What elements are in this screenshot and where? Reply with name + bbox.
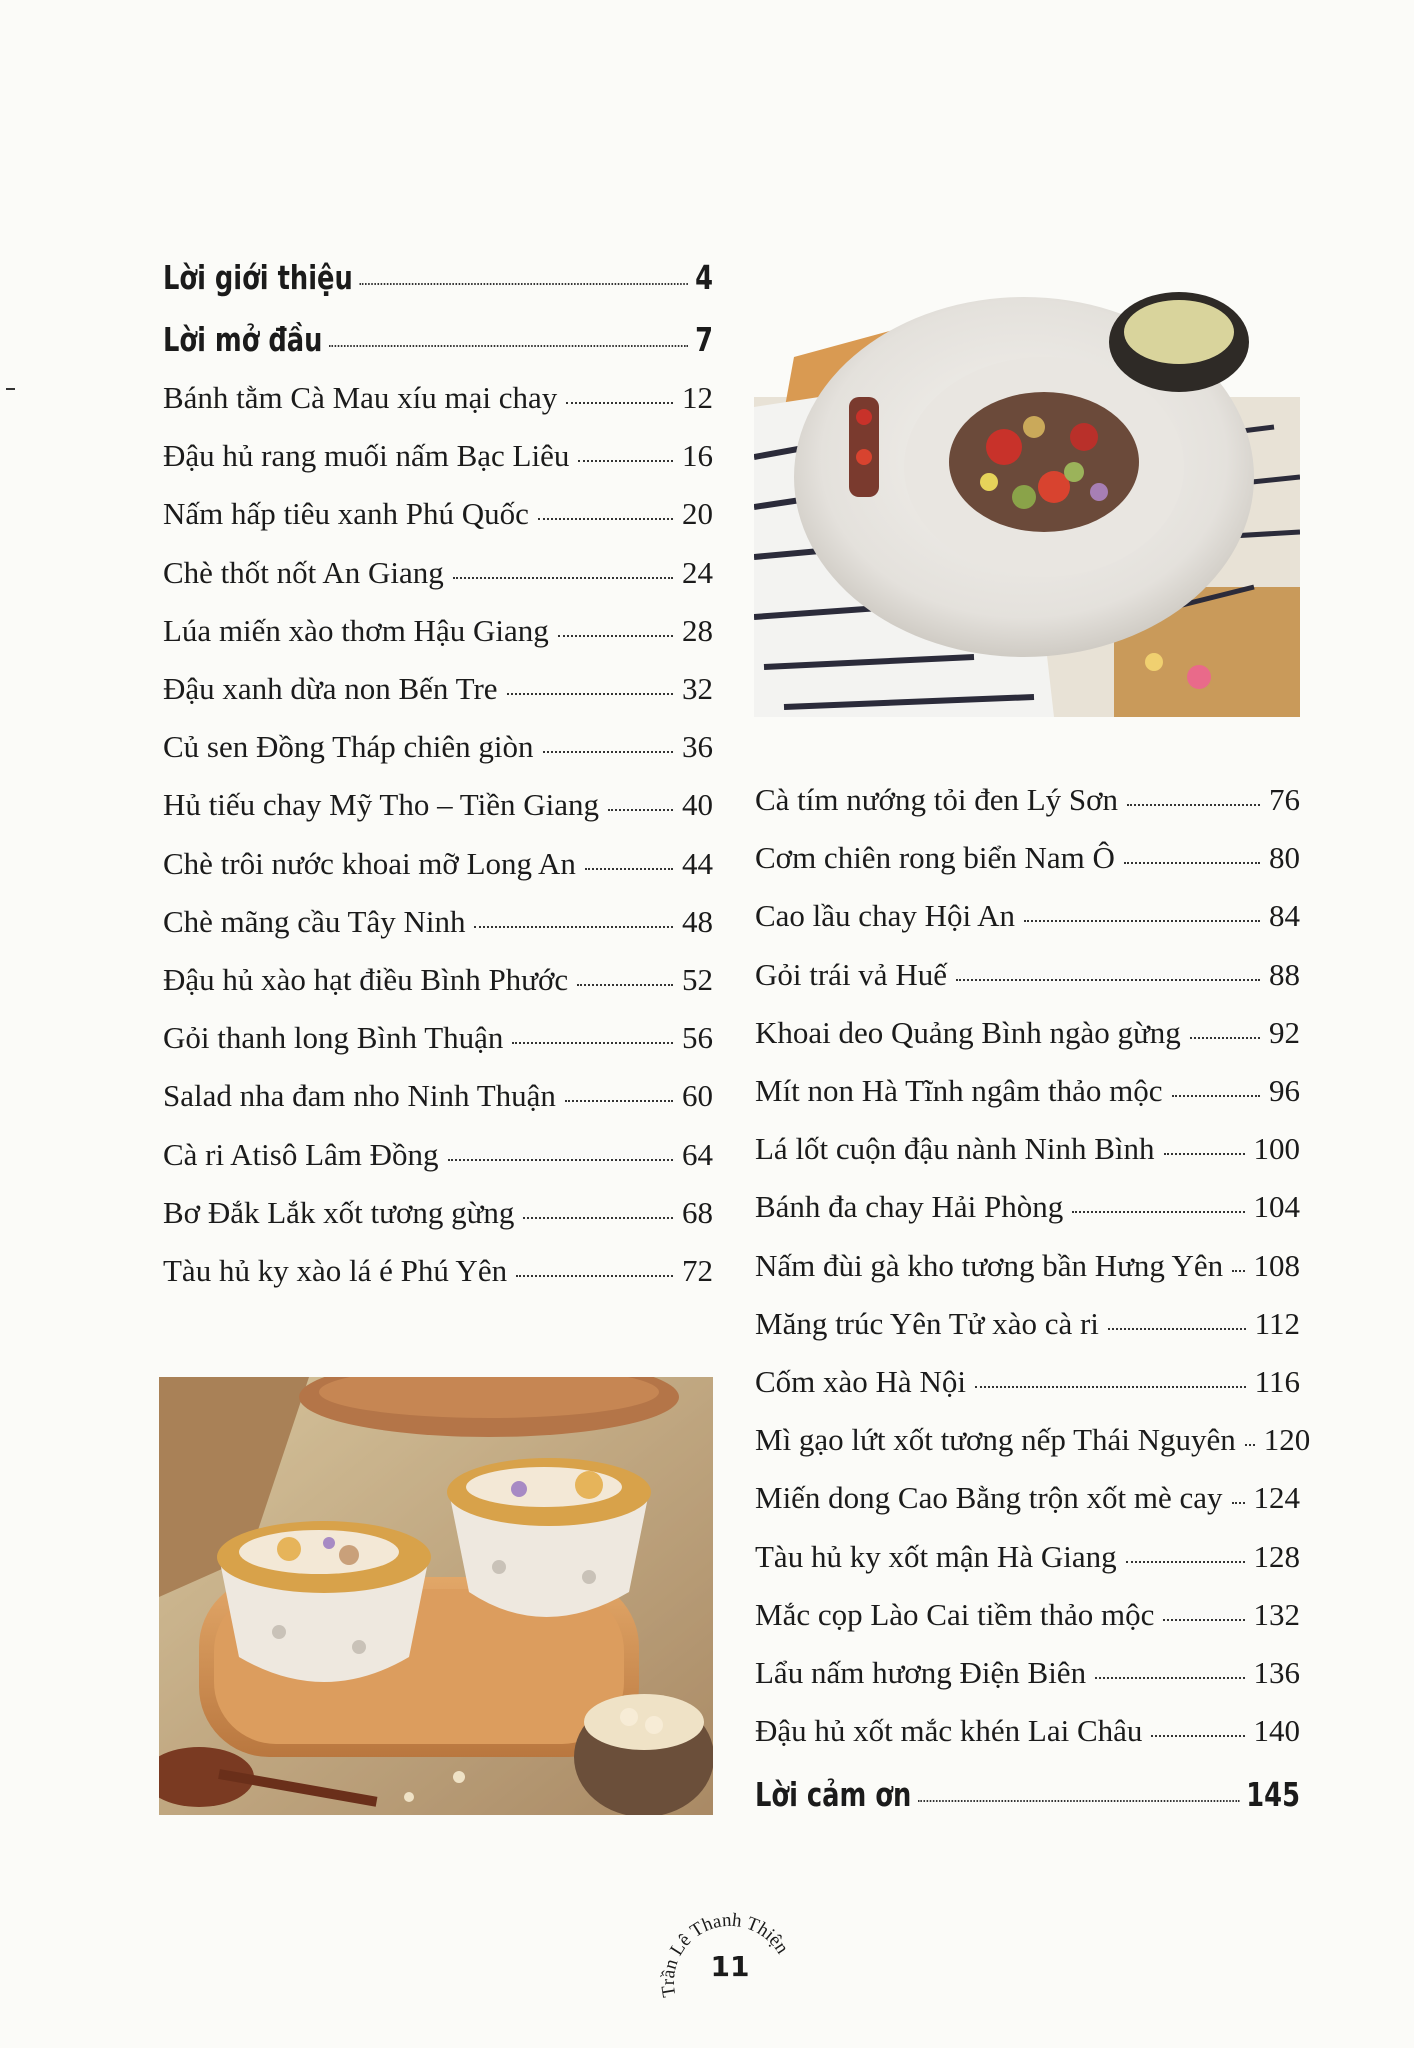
toc-entry <box>163 611 713 651</box>
toc-entry-title: Lẩu nấm hương Điện Biên <box>755 1655 1087 1690</box>
toc-leader-dots <box>1024 920 1260 922</box>
edge-mark <box>6 388 15 390</box>
toc-entry-page: 36 <box>682 729 713 765</box>
toc-entry-title: Bơ Đắk Lắk xốt tương gừng <box>163 1194 515 1230</box>
toc-entry-page: 104 <box>1253 1189 1300 1225</box>
toc-leader-dots <box>975 1386 1246 1388</box>
toc-entry <box>755 1304 1300 1344</box>
toc-entry-page: 92 <box>1269 1014 1300 1050</box>
toc-entry <box>163 1193 713 1233</box>
toc-leader-dots <box>1190 1037 1260 1039</box>
toc-entry-title: Hủ tiếu chay Mỹ Tho – Tiền Giang <box>163 787 599 823</box>
toc-entry-title: Đậu hủ rang muối nấm Bạc Liêu <box>163 438 570 474</box>
toc-entry <box>163 1135 713 1175</box>
toc-entry-page: 76 <box>1269 782 1300 817</box>
toc-entry <box>755 1013 1300 1053</box>
toc-entry-title: Mít non Hà Tĩnh ngâm thảo mộc <box>755 1073 1163 1108</box>
toc-entry-page: 140 <box>1253 1713 1300 1749</box>
toc-entry-page: 32 <box>682 671 713 706</box>
toc-entry <box>755 1537 1300 1577</box>
toc-leader-dots <box>565 1100 673 1102</box>
toc-entry <box>755 1362 1300 1402</box>
toc-entry <box>755 1478 1300 1518</box>
toc-entry-title: Củ sen Đồng Tháp chiên giòn <box>163 729 534 765</box>
toc-leader-dots <box>507 693 673 695</box>
toc-entry-title: Cốm xào Hà Nội <box>755 1364 966 1399</box>
toc-leader-dots <box>1127 804 1260 806</box>
toc-entry <box>163 785 713 825</box>
toc-leader-dots <box>585 868 673 870</box>
toc-entry-title: Gỏi trái vả Huế <box>755 956 947 992</box>
toc-leader-dots <box>1172 1095 1260 1097</box>
toc-entry-page: 84 <box>1269 898 1300 934</box>
toc-leader-dots <box>1126 1561 1245 1563</box>
toc-entry <box>755 896 1300 936</box>
toc-entry-page: 145 <box>1246 1775 1300 1814</box>
toc-entry <box>755 955 1300 995</box>
toc-entry-title: Salad nha đam nho Ninh Thuận <box>163 1078 556 1114</box>
toc-leader-dots <box>1124 862 1260 864</box>
toc-entry-page: 4 <box>695 258 713 297</box>
toc-entry <box>163 320 713 360</box>
toc-entry-page: 116 <box>1254 1364 1300 1399</box>
toc-entry-page: 56 <box>682 1020 713 1056</box>
page-number: 11 <box>710 1950 750 1983</box>
toc-entry-title: Chè thốt nốt An Giang <box>163 554 444 590</box>
toc-entry <box>163 1076 713 1116</box>
toc-leader-dots <box>512 1042 673 1044</box>
toc-entry-title: Miến dong Cao Bằng trộn xốt mè cay <box>755 1480 1223 1516</box>
toc-leader-dots <box>1108 1328 1246 1330</box>
toc-entry <box>755 1420 1311 1460</box>
toc-entry <box>163 1251 713 1291</box>
toc-leader-dots <box>577 984 673 986</box>
toc-entry-title: Gỏi thanh long Bình Thuận <box>163 1020 504 1056</box>
toc-entry-page: 24 <box>682 554 713 590</box>
toc-entry <box>163 902 713 942</box>
toc-entry-title: Nấm hấp tiêu xanh Phú Quốc <box>163 496 529 532</box>
toc-entry-page: 112 <box>1254 1305 1300 1341</box>
toc-entry-title: Măng trúc Yên Tử xào cà ri <box>755 1305 1099 1341</box>
toc-entry-title: Lá lốt cuộn đậu nành Ninh Bình <box>755 1131 1155 1167</box>
toc-entry <box>755 1595 1300 1635</box>
toc-entry-title: Lời mở đầu <box>163 320 323 359</box>
toc-entry-title: Mắc cọp Lào Cai tiềm thảo mộc <box>755 1596 1155 1632</box>
toc-leader-dots <box>360 283 688 285</box>
toc-entry-page: 132 <box>1253 1596 1300 1632</box>
salad-plate-photo <box>754 287 1300 717</box>
toc-entry-page: 64 <box>682 1136 713 1172</box>
toc-entry <box>163 1018 713 1058</box>
author-name-arc: Trần Lê Thanh Thiện <box>657 1909 793 1999</box>
toc-leader-dots <box>523 1217 673 1219</box>
toc-leader-dots <box>1072 1211 1244 1213</box>
toc-entry-title: Cà ri Atisô Lâm Đồng <box>163 1136 439 1172</box>
toc-entry <box>163 553 713 593</box>
toc-entry <box>163 258 713 298</box>
toc-entry-title: Đậu hủ xào hạt điều Bình Phước <box>163 962 569 997</box>
toc-leader-dots <box>329 345 688 347</box>
toc-leader-dots <box>566 402 673 404</box>
toc-entry <box>163 669 713 709</box>
toc-entry-page: 88 <box>1269 956 1300 992</box>
page-footer <box>655 1900 805 2020</box>
toc-entry <box>755 1129 1300 1169</box>
toc-leader-dots <box>1151 1735 1244 1737</box>
toc-entry-title: Tàu hủ ky xào lá é Phú Yên <box>163 1253 508 1288</box>
toc-entry-title: Bánh đa chay Hải Phòng <box>755 1189 1064 1225</box>
toc-entry-page: 16 <box>682 438 713 474</box>
toc-entry-page: 60 <box>682 1078 713 1114</box>
toc-entry-page: 80 <box>1269 840 1300 876</box>
toc-entry-title: Chè trôi nước khoai mỡ Long An <box>163 845 576 881</box>
toc-entry-page: 48 <box>682 903 713 939</box>
toc-entry-title: Mì gạo lứt xốt tương nếp Thái Nguyên <box>755 1422 1236 1458</box>
toc-entry <box>163 436 713 476</box>
toc-entry-page: 120 <box>1263 1422 1311 1458</box>
toc-leader-dots <box>1095 1677 1244 1679</box>
toc-entry <box>755 1653 1300 1693</box>
toc-entry <box>163 378 713 418</box>
toc-leader-dots <box>448 1159 673 1161</box>
toc-entry-page: 72 <box>682 1253 713 1288</box>
toc-entry <box>755 1246 1300 1286</box>
toc-leader-dots <box>1232 1270 1244 1272</box>
toc-entry-page: 20 <box>682 496 713 532</box>
toc-entry-title: Lời giới thiệu <box>163 258 353 297</box>
toc-entry-title: Khoai deo Quảng Bình ngào gừng <box>755 1014 1181 1050</box>
toc-entry-title: Cà tím nướng tỏi đen Lý Sơn <box>755 782 1119 817</box>
toc-leader-dots <box>1163 1619 1244 1621</box>
toc-entry-title: Nấm đùi gà kho tương bần Hưng Yên <box>755 1247 1224 1283</box>
toc-entry-page: 40 <box>682 787 713 823</box>
toc-entry-title: Lúa miến xào thơm Hậu Giang <box>163 612 549 648</box>
toc-entry-title: Lời cảm ơn <box>755 1775 912 1814</box>
toc-entry <box>163 727 713 767</box>
toc-leader-dots <box>918 1800 1239 1802</box>
toc-entry <box>163 844 713 884</box>
toc-entry-title: Đậu xanh dừa non Bến Tre <box>163 671 498 706</box>
toc-leader-dots <box>578 460 673 462</box>
toc-entry-page: 96 <box>1269 1073 1300 1108</box>
toc-leader-dots <box>1232 1502 1245 1504</box>
toc-entry <box>755 1187 1300 1227</box>
toc-leader-dots <box>956 979 1260 981</box>
toc-leader-dots <box>516 1275 673 1277</box>
toc-leader-dots <box>608 809 673 811</box>
toc-leader-dots <box>453 577 673 579</box>
toc-entry-title: Cơm chiên rong biển Nam Ô <box>755 840 1115 876</box>
toc-leader-dots <box>1164 1153 1245 1155</box>
toc-entry <box>755 780 1300 820</box>
dessert-bowls-photo <box>159 1377 713 1815</box>
toc-entry <box>755 1711 1300 1751</box>
toc-entry-page: 128 <box>1253 1538 1300 1574</box>
toc-entry-title: Chè mãng cầu Tây Ninh <box>163 903 466 939</box>
toc-entry-page: 7 <box>695 320 713 359</box>
toc-entry <box>163 494 713 534</box>
toc-entry-page: 44 <box>682 845 713 881</box>
toc-entry-page: 100 <box>1253 1131 1300 1167</box>
toc-entry <box>755 1071 1300 1111</box>
toc-entry-title: Bánh tằm Cà Mau xíu mại chay <box>163 380 558 415</box>
toc-leader-dots <box>543 751 673 753</box>
toc-entry <box>755 1775 1300 1815</box>
toc-entry <box>163 960 713 1000</box>
toc-leader-dots <box>558 635 673 637</box>
toc-entry-title: Tàu hủ ky xốt mận Hà Giang <box>755 1538 1117 1574</box>
toc-leader-dots <box>538 518 673 520</box>
toc-entry-page: 28 <box>682 612 713 648</box>
toc-leader-dots <box>1245 1444 1255 1446</box>
toc-entry-title: Cao lầu chay Hội An <box>755 898 1016 934</box>
toc-entry-page: 52 <box>682 962 713 997</box>
toc-entry-page: 68 <box>682 1194 713 1230</box>
toc-entry-page: 108 <box>1253 1247 1300 1283</box>
toc-entry-page: 12 <box>682 380 713 415</box>
toc-entry <box>755 838 1300 878</box>
toc-entry-title: Đậu hủ xốt mắc khén Lai Châu <box>755 1713 1143 1749</box>
toc-entry-page: 136 <box>1253 1655 1300 1690</box>
toc-entry-page: 124 <box>1253 1480 1300 1516</box>
toc-leader-dots <box>474 926 673 928</box>
